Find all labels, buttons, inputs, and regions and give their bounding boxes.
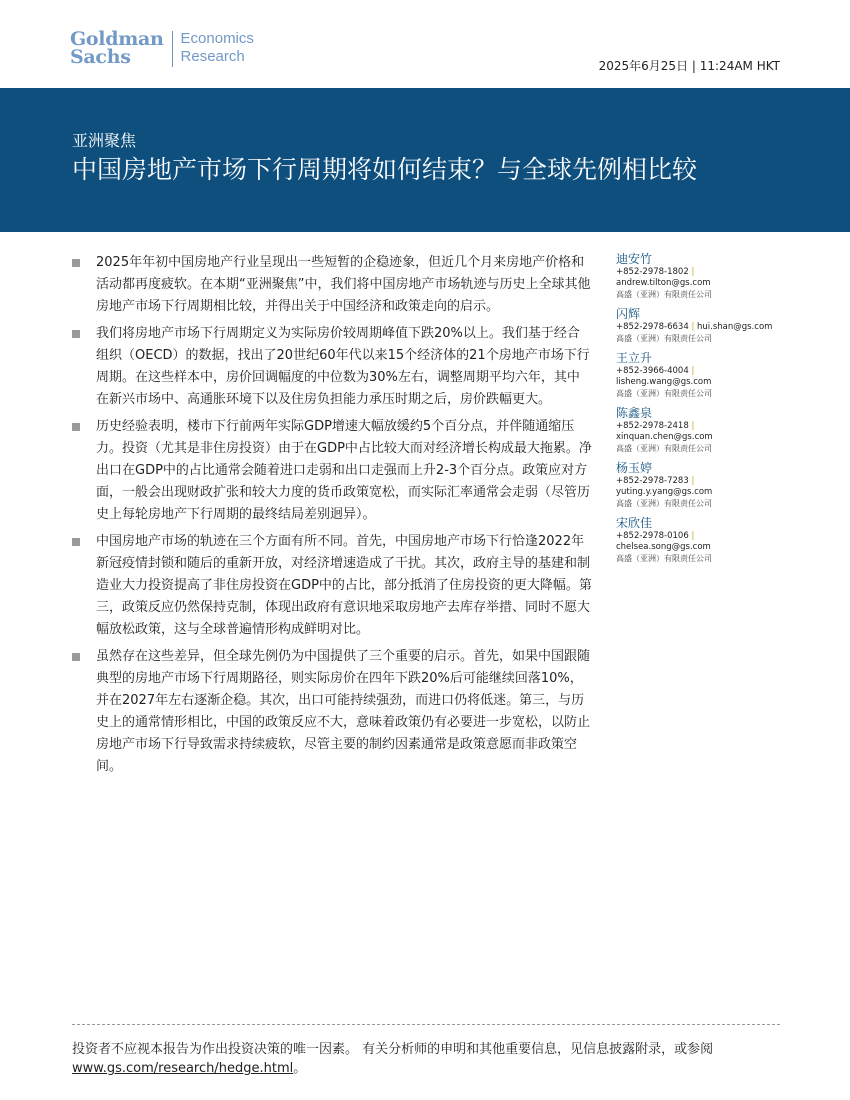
analyst-name[interactable]: 王立升 bbox=[616, 351, 653, 365]
analyst-email[interactable]: chelsea.song@gs.com bbox=[616, 542, 711, 552]
report-title: 中国房地产市场下行周期将如何结束？与全球先例相比较 bbox=[72, 155, 698, 184]
logo-line-2: Sachs bbox=[70, 46, 131, 68]
footer-divider bbox=[72, 1024, 780, 1025]
bullet-square-icon bbox=[72, 259, 80, 267]
analyst-phone: +852-2978-0106 bbox=[616, 531, 689, 541]
page-header bbox=[0, 0, 850, 88]
goldman-sachs-logo bbox=[70, 30, 254, 67]
separator: | bbox=[688, 531, 695, 541]
summary-bullet bbox=[72, 646, 592, 778]
separator: | bbox=[688, 476, 695, 486]
summary-bullet bbox=[72, 323, 592, 411]
separator: | bbox=[688, 421, 695, 431]
analyst-firm: 高盛（亚洲）有限责任公司 bbox=[616, 334, 712, 343]
logo-sub-2: Research bbox=[180, 48, 245, 65]
analyst-phone: +852-2978-7283 bbox=[616, 476, 689, 486]
separator: | bbox=[688, 366, 695, 376]
analyst-name[interactable]: 陈鑫泉 bbox=[616, 406, 653, 420]
analyst-email[interactable]: hui.shan@gs.com bbox=[697, 322, 773, 332]
summary-bullets bbox=[72, 252, 592, 783]
separator: | bbox=[688, 267, 695, 277]
disclosure-suffix: 。 bbox=[293, 1061, 307, 1076]
analyst-card bbox=[616, 307, 786, 344]
bullet-square-icon bbox=[72, 538, 80, 546]
logo-divider bbox=[172, 31, 173, 67]
bullet-square-icon bbox=[72, 330, 80, 338]
bullet-text: 中国房地产市场的轨迹在三个方面有所不同。首先，中国房地产市场下行恰逢2022年新冠疫情封锁和随后的重新开放，对经济增速造成了干扰。其次，政府主导的基建和制造业大力投资提高了非住房投资在GDP中的占比，部分抵消了住房投资的更大降幅。第三，政策反应仍然保持克制，体现出政府有意识地采取房地产去库存举措、同时不愿大幅放松政策，这与全球普遍情形构成鲜明对比。 bbox=[96, 534, 592, 637]
analyst-phone: +852-2978-6634 bbox=[616, 322, 689, 332]
bullet-text: 虽然存在这些差异，但全球先例仍为中国提供了三个重要的启示。首先，如果中国跟随典型的房地产市场下行周期路径，则实际房价在四年下跌20%后可能继续回落10%，并在2027年左右逐渐企稳。其次，出口可能持续强劲，而进口仍将低迷。第三，与历史上的通常情形相比，中国的政策反应不大，意味着政策仍有必要进一步宽松，以防止房地产市场下行导致需求持续疲软，尽管主要的制约因素通常是政策意愿而非政策空间。 bbox=[96, 649, 591, 774]
bullet-text: 历史经验表明，楼市下行前两年实际GDP增速大幅放缓约5个百分点，并伴随通缩压力。投资（尤其是非住房投资）由于在GDP中占比较大而对经济增长构成最大拖累。净出口在GDP中的占比通常会随着进口走弱和出口走强而上升2-3个百分点。政策应对方面，一般会出现财政扩张和较大力度的货币政策宽松，而实际汇率通常会走弱（尽管历史上每轮房地产下行周期的最终结局差别迥异）。 bbox=[96, 419, 592, 522]
analyst-firm: 高盛（亚洲）有限责任公司 bbox=[616, 499, 712, 508]
analyst-email[interactable]: andrew.tilton@gs.com bbox=[616, 278, 711, 288]
analyst-name[interactable]: 迪安竹 bbox=[616, 252, 653, 266]
bullet-text: 我们将房地产市场下行周期定义为实际房价较周期峰值下跌20%以上。我们基于经合组织（OECD）的数据，找出了20世纪60年代以来15个经济体的21个房地产市场下行周期。在这些样本中，房价回调幅度的中位数为30%左右，调整周期平均六年，其中在新兴市场中、高通胀环境下以及住房负担能力承压时期之后，房价跌幅更大。 bbox=[96, 326, 590, 407]
bullet-square-icon bbox=[72, 423, 80, 431]
analyst-card bbox=[616, 516, 786, 564]
analyst-phone: +852-3966-4004 bbox=[616, 366, 689, 376]
analyst-firm: 高盛（亚洲）有限责任公司 bbox=[616, 290, 712, 299]
summary-bullet bbox=[72, 531, 592, 641]
bullet-text: 2025年年初中国房地产行业呈现出一些短暂的企稳迹象，但近几个月来房地产价格和活动都再度疲软。在本期“亚洲聚焦”中，我们将中国房地产市场轨迹与历史上全球其他房地产市场下行周期相比较，并得出关于中国经济和政策走向的启示。 bbox=[96, 255, 591, 314]
summary-bullet bbox=[72, 252, 592, 318]
analyst-card bbox=[616, 351, 786, 399]
disclosure-link[interactable]: www.gs.com/research/hedge.html bbox=[72, 1061, 294, 1076]
analyst-card bbox=[616, 406, 786, 454]
analyst-firm: 高盛（亚洲）有限责任公司 bbox=[616, 554, 712, 563]
analyst-name[interactable]: 杨玉婷 bbox=[616, 461, 653, 475]
analyst-card bbox=[616, 461, 786, 509]
analyst-email[interactable]: yuting.y.yang@gs.com bbox=[616, 487, 713, 497]
bullet-square-icon bbox=[72, 653, 80, 661]
separator: | bbox=[688, 322, 698, 332]
series-name: 亚洲聚焦 bbox=[72, 131, 137, 150]
summary-bullet bbox=[72, 416, 592, 526]
analyst-email[interactable]: xinquan.chen@gs.com bbox=[616, 432, 713, 442]
analyst-list bbox=[616, 252, 786, 571]
analyst-phone: +852-2978-1802 bbox=[616, 267, 689, 277]
analyst-name[interactable]: 闪辉 bbox=[616, 307, 641, 321]
analyst-email[interactable]: lisheng.wang@gs.com bbox=[616, 377, 712, 387]
logo-line-1: Goldman bbox=[70, 28, 164, 50]
analyst-name[interactable]: 宋欣佳 bbox=[616, 516, 653, 530]
analyst-firm: 高盛（亚洲）有限责任公司 bbox=[616, 389, 712, 398]
disclosure-text: 投资者不应视本报告为作出投资决策的唯一因素。 有关分析师的申明和其他重要信息，见信息披露附录，或参阅 bbox=[72, 1042, 714, 1057]
publication-date: 2025年6月25日 | 11:24AM HKT bbox=[598, 59, 780, 73]
analyst-phone: +852-2978-2418 bbox=[616, 421, 689, 431]
analyst-card bbox=[616, 252, 786, 300]
disclosure-footer bbox=[72, 1040, 792, 1078]
logo-sub-1: Economics bbox=[180, 30, 254, 47]
analyst-firm: 高盛（亚洲）有限责任公司 bbox=[616, 444, 712, 453]
